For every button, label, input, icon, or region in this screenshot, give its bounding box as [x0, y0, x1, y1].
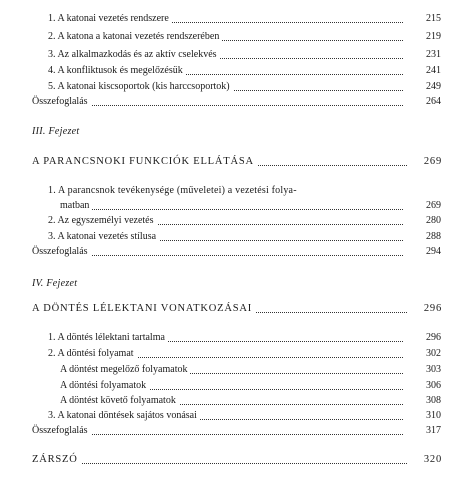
toc-entry-page: 317 — [426, 425, 441, 436]
toc-entry-page: 215 — [426, 13, 441, 24]
toc-entry-title: 4. A konfliktusok és megelőzésük — [48, 64, 186, 78]
toc-entry — [0, 12, 471, 26]
chapter-page: 269 — [423, 156, 442, 167]
toc-entry-page: 231 — [426, 49, 441, 60]
chapter-page: 296 — [423, 303, 442, 314]
chapter-label: IV. Fejezet — [32, 278, 78, 289]
chapter-label: III. Fejezet — [32, 126, 80, 137]
toc-entry-title: 3. Az alkalmazkodás és az aktív cselekvés — [48, 48, 220, 62]
toc-entry-page: 310 — [426, 410, 441, 421]
toc-entry-title: 1. A döntés lélektani tartalma — [48, 331, 168, 345]
toc-entry-page: 280 — [426, 215, 441, 226]
summary-entry — [0, 245, 471, 259]
toc-entry-title: matban — [60, 199, 92, 213]
toc-entry — [0, 363, 471, 377]
closing-page: 320 — [423, 454, 442, 465]
toc-entry — [0, 230, 471, 244]
toc-entry-title: 2. A katona a katonai vezetés rendszerében — [48, 30, 222, 44]
toc-entry — [0, 199, 471, 213]
toc-entry-title: 2. Az egyszemélyi vezetés — [48, 214, 157, 228]
toc-entry-title: A döntési folyamatok — [60, 379, 149, 393]
closing-title: ZÁRSZÓ — [32, 452, 81, 468]
toc-entry-title: 5. A katonai kiscsoportok (kis harccsoportok) — [48, 80, 233, 94]
toc-entry-title: 3. A katonai vezetés stílusa — [48, 230, 159, 244]
toc-entry-title: Összefoglalás — [32, 95, 91, 109]
toc-entry-page: 303 — [426, 364, 441, 375]
toc-entry-title: Összefoglalás — [32, 245, 91, 259]
toc-entry — [0, 80, 471, 94]
toc-entry-title: Összefoglalás — [32, 424, 91, 438]
toc-entry-title: 3. A katonai döntések sajátos vonásai — [48, 409, 200, 423]
toc-entry — [0, 347, 471, 361]
toc-entry-page: 288 — [426, 231, 441, 242]
summary-entry — [0, 424, 471, 438]
toc-entry-title: 1. A parancsnok tevékenysége (műveletei) a vezetési folya- — [48, 185, 297, 196]
toc-entry-page: 264 — [426, 96, 441, 107]
toc-entry-page: 241 — [426, 65, 441, 76]
leader-dots — [60, 199, 403, 210]
closing-entry — [32, 452, 442, 468]
toc-entry-page: 219 — [426, 31, 441, 42]
toc-entry — [0, 409, 471, 423]
toc-entry-title: 1. A katonai vezetés rendszere — [48, 12, 172, 26]
chapter-title: A PARANCSNOKI FUNKCIÓK ELLÁTÁSA — [32, 154, 257, 170]
toc-entry — [0, 214, 471, 228]
chapter-title-entry — [32, 301, 442, 317]
toc-entry-title: A döntést megelőző folyamatok — [60, 363, 190, 377]
toc-entry — [0, 48, 471, 62]
toc-entry — [0, 64, 471, 78]
toc-entry-page: 294 — [426, 246, 441, 257]
toc-entry-page: 302 — [426, 348, 441, 359]
toc-entry-title: 2. A döntési folyamat — [48, 347, 137, 361]
toc-entry-page: 306 — [426, 380, 441, 391]
toc-entry — [0, 394, 471, 408]
toc-entry — [0, 331, 471, 345]
toc-entry — [0, 379, 471, 393]
toc-entry-page: 269 — [426, 200, 441, 211]
toc-entry-page: 296 — [426, 332, 441, 343]
leader-dots — [32, 452, 407, 464]
toc-entry-page: 249 — [426, 81, 441, 92]
toc-entry — [0, 30, 471, 44]
toc-entry-title: A döntést követő folyamatok — [60, 394, 179, 408]
chapter-title-entry — [32, 154, 442, 170]
summary-entry — [0, 95, 471, 109]
toc-entry-page: 308 — [426, 395, 441, 406]
chapter-title: A DÖNTÉS LÉLEKTANI VONATKOZÁSAI — [32, 301, 255, 317]
